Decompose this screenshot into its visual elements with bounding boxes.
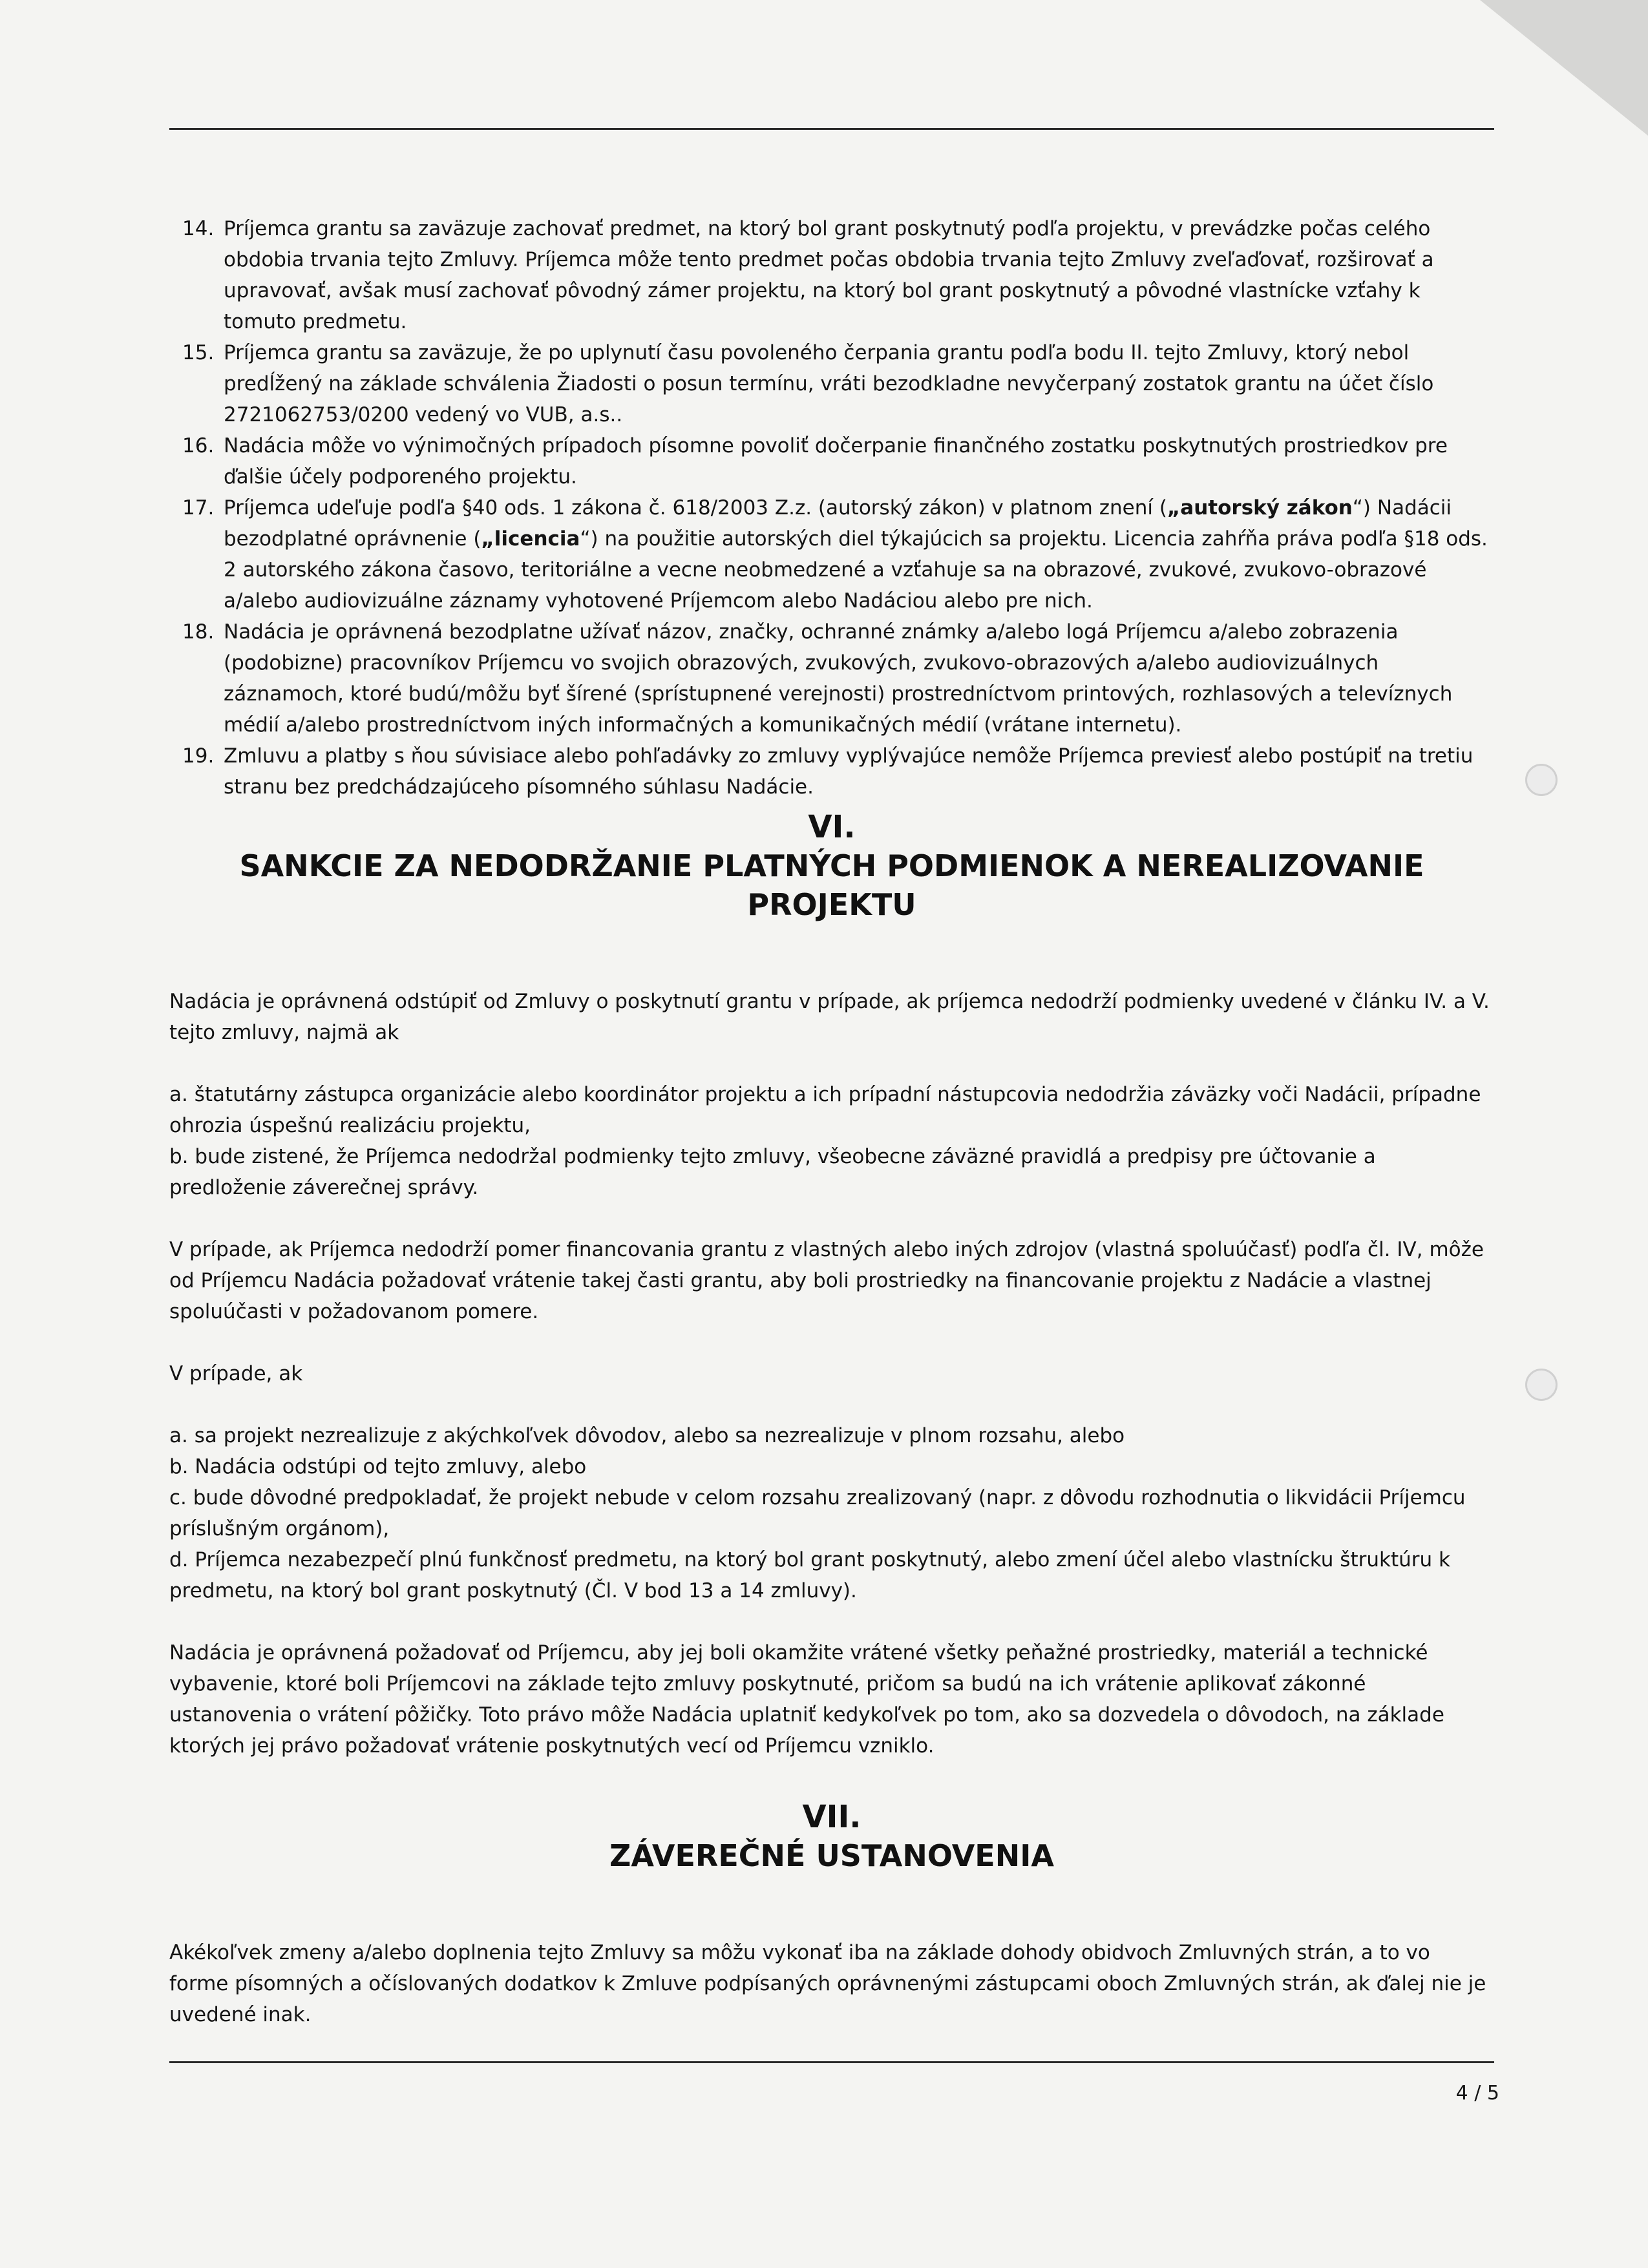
list-item: 19. Zmluvu a platby s ňou súvisiace alebo pohľadávky zo zmluvy vyplývajúce nemôže Príjemca previesť alebo postúpiť na tretiu stranu bez predchádzajúceho písomného súhlasu Nadácie. xyxy=(182,744,1474,799)
list-item: 16. Nadácia môže vo výnimočných prípadoch písomne povoliť dočerpanie finančného zostatku poskytnutých prostriedkov pre ďalšie účely podporeného projektu. xyxy=(182,434,1448,488)
footer-rule xyxy=(169,2061,1494,2063)
bold-term: „autorský zákon xyxy=(1167,496,1353,520)
paragraph: a. sa projekt nezrealizuje z akýchkoľvek dôvodov, alebo sa nezrealizuje v plnom rozsahu, alebo xyxy=(169,1424,1125,1447)
section-title: SANKCIE ZA NEDODRŽANIE PLATNÝCH PODMIENOK A NEREALIZOVANIE xyxy=(239,848,1424,883)
paragraph: b. bude zistené, že Príjemca nedodržal podmienky tejto zmluvy, všeobecne záväzné pravidlá a predpisy pre účtovanie a predloženie záverečnej správy. xyxy=(169,1145,1376,1199)
paragraph: Nadácia je oprávnená odstúpiť od Zmluvy o poskytnutí grantu v prípade, ak príjemca nedodrží podmienky uvedené v článku IV. a V. tejto zmluvy, najmä ak xyxy=(169,990,1490,1044)
header-rule xyxy=(169,128,1494,130)
bold-term: „licencia xyxy=(481,527,580,551)
document-body xyxy=(169,213,1494,2030)
numbered-clauses xyxy=(169,213,1494,803)
paragraph: a. štatutárny zástupca organizácie alebo koordinátor projektu a ich prípadní nástupcovia nedodržia záväzky voči Nadácii, prípadne ohrozia úspešnú realizáciu projektu, xyxy=(169,1083,1481,1137)
section-number: VI. xyxy=(808,809,856,845)
page-number: 4 / 5 xyxy=(1455,2082,1499,2105)
list-item: 18. Nadácia je oprávnená bezodplatne užívať názov, značky, ochranné známky a/alebo logá Príjemcu a/alebo zobrazenia (podobizne) pracovníkov Príjemcu vo svojich obrazových, zvukových, zvukovo-obrazových a/alebo audiovizuálnych záznamoch, ktoré budú/môžu byť šírené (sprístupnené verejnosti) prostredníctvom printových, rozhlasových a televíznych médií a/alebo prostredníctvom iných informačných a komunikačných médií (vrátane internetu). xyxy=(182,620,1453,737)
list-item: 17. Príjemca udeľuje podľa §40 ods. 1 zákona č. 618/2003 Z.z. (autorský zákon) v platnom znení („autorský zákon“) Nadácii bezodplatné oprávnenie („licencia“) na použitie autorských diel týkajúcich sa projektu. Licencia zahŕňa práva podľa §18 ods. 2 autorského zákona časovo, teritoriálne a vecne neobmedzené a vzťahuje sa na obrazové, zvukové, zvukovo-obrazové a/alebo audiovizuálne záznamy vyhotovené Príjemcom alebo Nadáciou alebo pre nich. xyxy=(182,496,1488,613)
section-title: PROJEKTU xyxy=(747,887,916,922)
section-title: ZÁVEREČNÉ USTANOVENIA xyxy=(609,1838,1054,1873)
section-number: VII. xyxy=(802,1799,861,1835)
paragraph: V prípade, ak xyxy=(169,1362,303,1385)
list-item: 14. Príjemca grantu sa zaväzuje zachovať predmet, na ktorý bol grant poskytnutý podľa projektu, v prevádzke počas celého obdobia trvania tejto Zmluvy. Príjemca môže tento predmet počas obdobia trvania tejto Zmluvy zveľaďovať, rozširovať a upravovať, avšak musí zachovať pôvodný zámer projektu, na ktorý bol grant poskytnutý a pôvodné vlastnícke vzťahy k tomuto predmetu. xyxy=(182,217,1434,333)
paragraph: Nadácia je oprávnená požadovať od Príjemcu, aby jej boli okamžite vrátené všetky peňažné prostriedky, materiál a technické vybavenie, ktoré boli Príjemcovi na základe tejto zmluvy poskytnuté, pričom sa budú na ich vrátenie aplikovať zákonné ustanovenia o vrátení pôžičky. Toto právo môže Nadácia uplatniť kedykoľvek po tom, ako sa dozvedela o dôvodoch, na základe ktorých jej právo požadovať vrátenie poskytnutých vecí od Príjemcu vzniklo. xyxy=(169,1641,1444,1758)
paragraph: V prípade, ak Príjemca nedodrží pomer financovania grantu z vlastných alebo iných zdrojov (vlastná spoluúčasť) podľa čl. IV, môže od Príjemcu Nadácia požadovať vrátenie takej časti grantu, aby boli prostriedky na financovanie projektu z Nadácie a vlastnej spoluúčasti v požadovanom pomere. xyxy=(169,1238,1484,1323)
punch-hole xyxy=(1525,1369,1558,1401)
paragraph: b. Nadácia odstúpi od tejto zmluvy, alebo xyxy=(169,1455,587,1478)
list-item: 15. Príjemca grantu sa zaväzuje, že po uplynutí času povoleného čerpania grantu podľa bodu II. tejto Zmluvy, ktorý nebol predĺžený na základe schválenia Žiadosti o posun termínu, vráti bezodkladne nevyčerpaný zostatok grantu na účet číslo 2721062753/0200 vedený vo VUB, a.s.. xyxy=(182,341,1434,426)
punch-hole xyxy=(1525,764,1558,796)
paragraph: c. bude dôvodné predpokladať, že projekt nebude v celom rozsahu zrealizovaný (napr. z dôvodu rozhodnutia o likvidácii Príjemcu príslušným orgánom), xyxy=(169,1486,1466,1540)
folded-page-corner xyxy=(1480,0,1648,136)
paragraph: Akékoľvek zmeny a/alebo doplnenia tejto Zmluvy sa môžu vykonať iba na základe dohody obidvoch Zmluvných strán, a to vo forme písomných a očíslovaných dodatkov k Zmluve podpísaných oprávnenými zástupcami obоch Zmluvných strán, ak ďalej nie je uvedené inak. xyxy=(169,1941,1486,2026)
paragraph: d. Príjemca nezabezpečí plnú funkčnosť predmetu, na ktorý bol grant poskytnutý, alebo zmení účel alebo vlastnícku štruktúru k predmetu, na ktorý bol grant poskytnutý (Čl. V bod 13 a 14 zmluvy). xyxy=(169,1548,1450,1602)
